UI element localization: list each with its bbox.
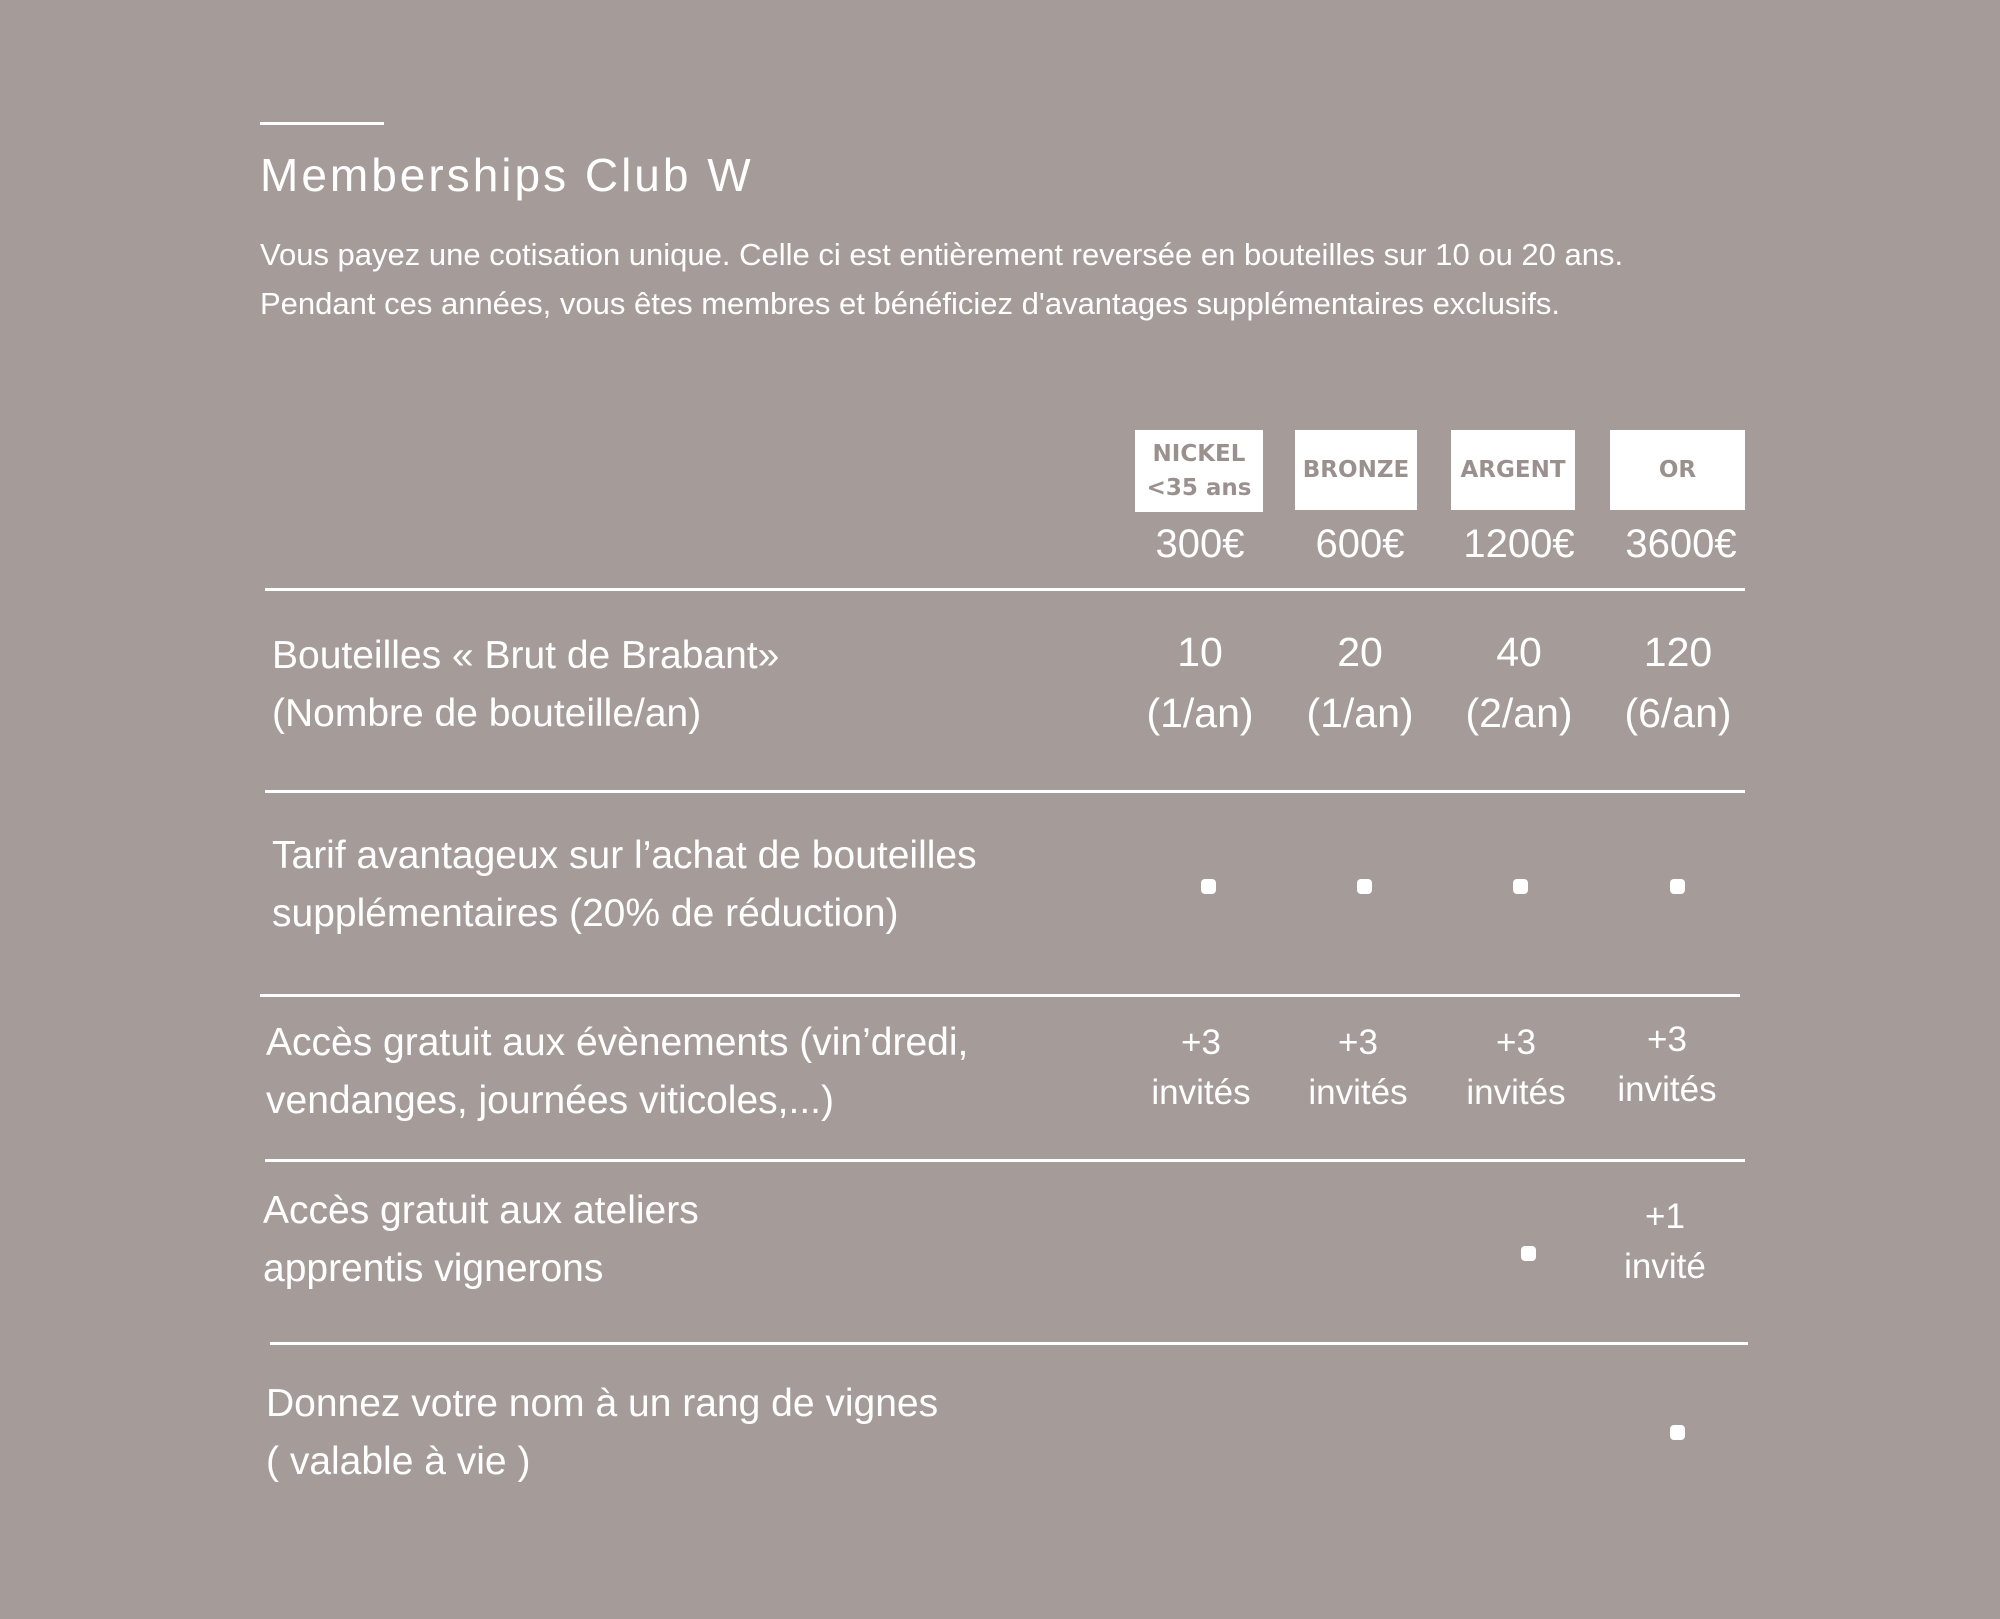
divider-5 [270,1342,1748,1345]
bottle-rate: (6/an) [1624,690,1732,736]
tier-name-nickel: NICKEL [1152,441,1246,467]
guest-count: +3 [1496,1023,1536,1062]
guest-label: invités [1617,1070,1717,1109]
bottles-cell-or [1598,622,1758,744]
feature-label-line: Donnez votre nom à un rang de vignes [266,1382,939,1425]
feature-label-line: Tarif avantageux sur l’achat de bouteilles [272,834,977,877]
feature-label-bottles [272,627,779,743]
guest-count: +3 [1181,1023,1221,1062]
tier-subtitle-nickel: <35 ans [1146,475,1252,501]
feature-label-line: ( valable à vie ) [266,1440,531,1483]
bottle-rate: (1/an) [1306,690,1414,736]
guest-label: invités [1308,1073,1408,1112]
included-dot-icon [1357,879,1372,894]
feature-label-line: Accès gratuit aux évènements (vin’dredi, [266,1021,969,1064]
divider-4 [265,1159,1745,1162]
included-dot-icon [1513,879,1528,894]
tier-badge-argent [1451,430,1575,510]
tier-badge-nickel [1135,430,1263,512]
tier-name-bronze: BRONZE [1302,457,1410,483]
bottle-rate: (2/an) [1465,690,1573,736]
workshops-cell-or [1585,1192,1745,1292]
guest-count: +1 [1645,1197,1685,1236]
divider-2 [265,790,1745,793]
intro-text [260,230,1760,328]
events-cell-nickel [1121,1018,1281,1118]
feature-label-line: (Nombre de bouteille/an) [272,692,702,735]
tier-badge-bronze [1295,430,1417,510]
tier-badge-or [1610,430,1745,510]
guest-label: invités [1151,1073,1251,1112]
events-cell-bronze [1278,1018,1438,1118]
events-cell-argent [1436,1018,1596,1118]
title-accent-line [260,122,384,125]
feature-label-line: apprentis vignerons [263,1247,604,1290]
guest-count: +3 [1338,1023,1378,1062]
tier-name-argent: ARGENT [1460,457,1566,483]
tier-price-argent: 1200€ [1463,522,1575,566]
feature-label-line: Accès gratuit aux ateliers [263,1189,699,1232]
feature-label-line: Bouteilles « Brut de Brabant» [272,634,780,677]
included-dot-icon [1670,879,1685,894]
intro-line-2: Pendant ces années, vous êtes membres et bénéficiez d'avantages supplémentaires exclusifs. [260,286,1561,321]
bottles-cell-nickel [1120,622,1280,744]
feature-label-workshops [263,1182,699,1298]
tier-price-or: 3600€ [1625,522,1737,566]
bottle-count: 20 [1337,629,1383,675]
tier-price-nickel: 300€ [1155,522,1245,566]
guest-count: +3 [1647,1020,1687,1059]
bottles-cell-bronze [1280,622,1440,744]
feature-label-vine-row [266,1375,938,1491]
bottle-count: 10 [1177,629,1223,675]
feature-label-discount [272,827,977,943]
guest-label: invités [1466,1073,1566,1112]
divider-3 [260,994,1740,997]
feature-label-line: supplémentaires (20% de réduction) [272,892,899,935]
feature-label-events [266,1014,968,1130]
feature-label-line: vendanges, journées viticoles,...) [266,1079,834,1122]
tier-price-bronze: 600€ [1315,522,1405,566]
included-dot-icon [1521,1246,1536,1261]
intro-line-1: Vous payez une cotisation unique. Celle ci est entièrement reversée en bouteilles sur 10 ou 20 ans. [260,237,1624,272]
events-cell-or [1587,1015,1747,1115]
bottles-cell-argent [1439,622,1599,744]
bottle-count: 40 [1496,629,1542,675]
divider-1 [265,588,1745,591]
guest-label: invité [1624,1247,1706,1286]
bottle-rate: (1/an) [1146,690,1254,736]
page-title: Memberships Club W [260,149,754,201]
included-dot-icon [1670,1425,1685,1440]
bottle-count: 120 [1643,629,1713,675]
tier-name-or: OR [1658,457,1697,483]
included-dot-icon [1201,879,1216,894]
